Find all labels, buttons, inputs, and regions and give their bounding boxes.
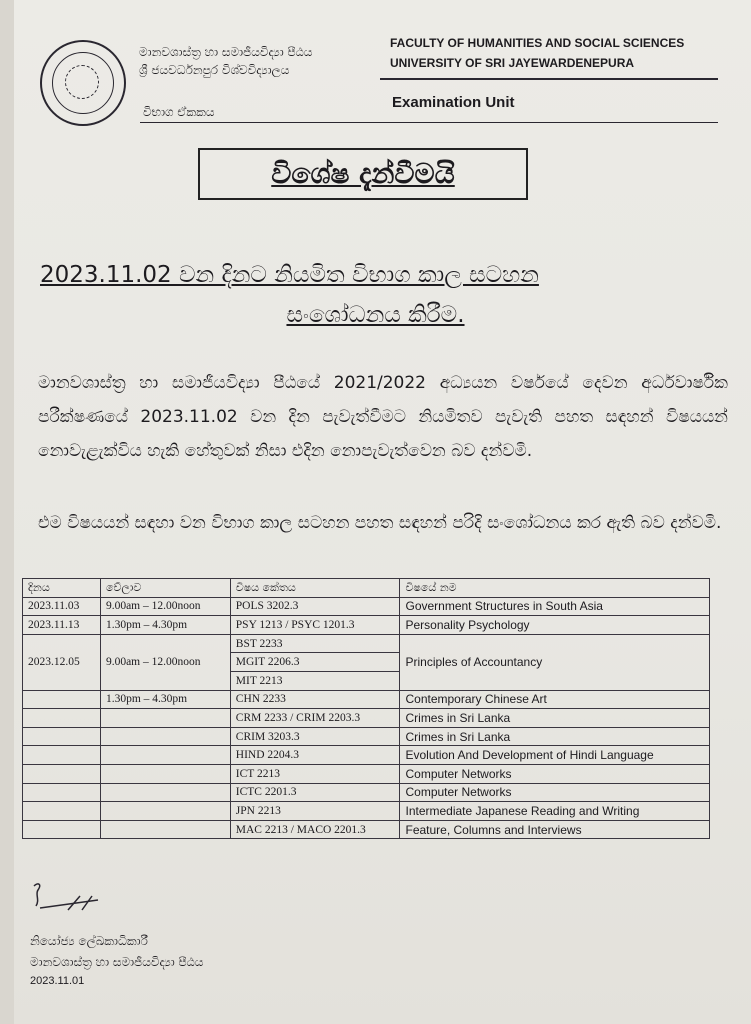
- faculty-name-sinhala: මානවශාස්ත්‍ර හා සමාජීයවිද්‍යා පීඨය: [139, 45, 313, 59]
- cell-date: [23, 820, 101, 839]
- cell-time: 9.00am – 12.00noon: [100, 597, 230, 616]
- table-row: [23, 634, 710, 653]
- cell-code: ICTC 2201.3: [230, 783, 400, 802]
- university-name-english: UNIVERSITY OF SRI JAYEWARDENEPURA: [390, 56, 635, 70]
- cell-date: [23, 690, 101, 709]
- cell-subject: Feature, Columns and Interviews: [400, 820, 710, 839]
- cell-date: 2023.11.13: [23, 616, 101, 635]
- notice-title: විශේෂ දැන්වීමයි: [198, 148, 528, 200]
- university-seal-icon: [40, 40, 126, 126]
- cell-code: CHN 2233: [230, 690, 400, 709]
- table-row: [23, 746, 710, 765]
- cell-subject: Personality Psychology: [400, 616, 710, 635]
- table-row: [23, 709, 710, 728]
- cell-time: 1.30pm – 4.30pm: [100, 616, 230, 635]
- cell-code: MGIT 2206.3: [230, 653, 400, 672]
- cell-code: PSY 1213 / PSYC 1201.3: [230, 616, 400, 635]
- cell-time: [100, 783, 230, 802]
- notice-paragraph-2: එම විෂයයන් සඳහා වන විභාග කාල සටහන පහත සඳහන් පරිදි සංශෝධනය කර ඇති බව දන්වමි.: [38, 513, 722, 533]
- cell-code: BST 2233: [230, 634, 400, 653]
- cell-time: [100, 746, 230, 765]
- cell-date: 2023.11.03: [23, 597, 101, 616]
- table-row: [23, 802, 710, 821]
- cell-subject: Intermediate Japanese Reading and Writing: [400, 802, 710, 821]
- cell-time: [100, 709, 230, 728]
- cell-code: JPN 2213: [230, 802, 400, 821]
- cell-date: [23, 802, 101, 821]
- cell-subject: Crimes in Sri Lanka: [400, 727, 710, 746]
- table-row: [23, 820, 710, 839]
- cell-date: [23, 764, 101, 783]
- notice-subtitle-line1: 2023.11.02 වන දිනට නියමිත විභාග කාල සටහන: [40, 262, 539, 288]
- cell-date: 2023.12.05: [23, 634, 101, 690]
- cell-subject: Government Structures in South Asia: [400, 597, 710, 616]
- cell-subject: Contemporary Chinese Art: [400, 690, 710, 709]
- cell-date: [23, 783, 101, 802]
- notice-subtitle-line2: සංශෝධනය කිරීම.: [286, 302, 465, 328]
- cell-subject: Crimes in Sri Lanka: [400, 709, 710, 728]
- notice-paragraph-1: මානවශාස්ත්‍ර හා සමාජීයවිද්‍යා පීඨයේ 2021/2022 අධ්‍යයන වර්ෂයේ දෙවන අර්ධවාර්ෂික පරීක්ෂණයේ 2023.11.02 වන දින පැවැත්වීමට නියමිතව පැවැති පහත සඳහන් විෂයයන් නොවැළැක්විය හැකි හේතුවක් නිසා එදින නොපැවැත්වෙන බව දන්වමි.: [38, 373, 728, 461]
- cell-subject: Evolution And Development of Hindi Language: [400, 746, 710, 765]
- cell-code: CRIM 3203.3: [230, 727, 400, 746]
- table-header-row: [23, 579, 710, 598]
- signatory-faculty: මානවශාස්ත්‍ර හා සමාජීයවිද්‍යා පීඨය: [30, 955, 204, 969]
- notice-date: 2023.11.01: [30, 975, 85, 987]
- cell-subject: Computer Networks: [400, 764, 710, 783]
- table-row: [23, 597, 710, 616]
- signatory-designation: නියෝජ්‍ය ලේඛකාධිකාරී: [30, 934, 148, 948]
- signature-icon: [28, 880, 108, 920]
- cell-time: 1.30pm – 4.30pm: [100, 690, 230, 709]
- header-subject-name: විෂයේ නම: [400, 579, 710, 598]
- cell-code: POLS 3202.3: [230, 597, 400, 616]
- cell-time: [100, 820, 230, 839]
- cell-code: CRM 2233 / CRIM 2203.3: [230, 709, 400, 728]
- cell-date: [23, 727, 101, 746]
- header-subject-code: විෂය කේතය: [230, 579, 400, 598]
- exam-timetable: [22, 578, 710, 839]
- table-row: [23, 783, 710, 802]
- header-date: දිනය: [23, 579, 101, 598]
- cell-subject: Principles of Accountancy: [400, 634, 710, 690]
- cell-code: MAC 2213 / MACO 2201.3: [230, 820, 400, 839]
- unit-name-english: Examination Unit: [392, 94, 515, 111]
- faculty-name-english: FACULTY OF HUMANITIES AND SOCIAL SCIENCES: [390, 36, 685, 50]
- header-divider-lower: [140, 122, 718, 123]
- cell-time: [100, 764, 230, 783]
- table-row: [23, 727, 710, 746]
- cell-subject: Computer Networks: [400, 783, 710, 802]
- cell-time: [100, 727, 230, 746]
- table-row: [23, 616, 710, 635]
- table-row: [23, 690, 710, 709]
- cell-time: 9.00am – 12.00noon: [100, 634, 230, 690]
- cell-date: [23, 746, 101, 765]
- cell-code: HIND 2204.3: [230, 746, 400, 765]
- header-time: වේලාව: [100, 579, 230, 598]
- cell-code: ICT 2213: [230, 764, 400, 783]
- table-row: [23, 764, 710, 783]
- university-name-sinhala: ශ්‍රී ජයවර්ධනපුර විශ්වවිද්‍යාලය: [139, 63, 290, 77]
- cell-code: MIT 2213: [230, 671, 400, 690]
- header-divider: [380, 78, 718, 80]
- cell-time: [100, 802, 230, 821]
- cell-date: [23, 709, 101, 728]
- unit-name-sinhala: විභාග ඒකකය: [143, 105, 215, 119]
